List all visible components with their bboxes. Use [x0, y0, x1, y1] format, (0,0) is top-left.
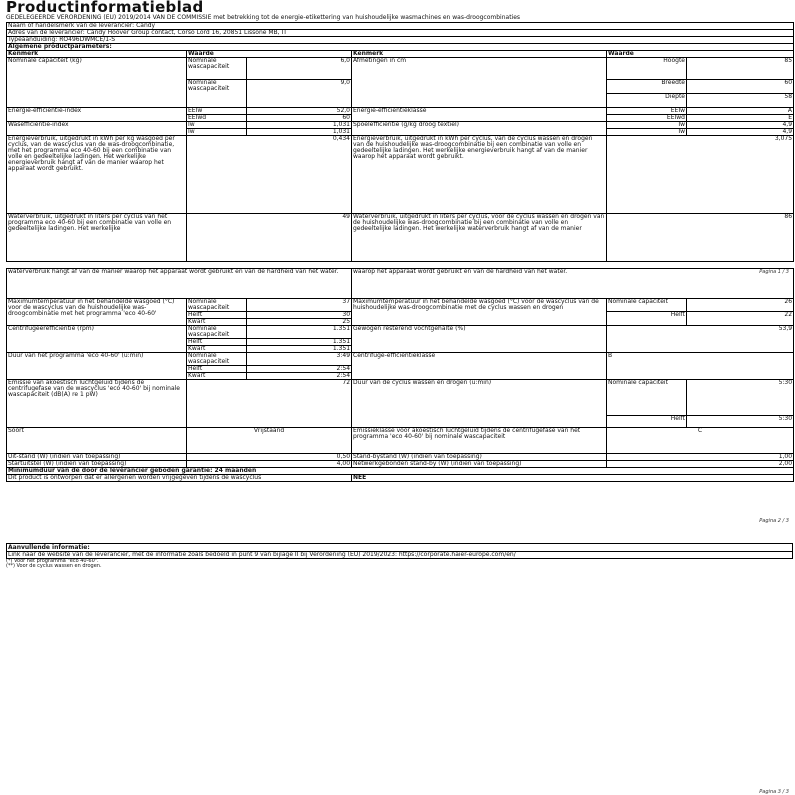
footnote-1: (*) Voor het programma "eco 40-60". [6, 558, 99, 564]
product-table-1 [6, 22, 794, 262]
energy-consumption-washdry-value: 3,075 [607, 136, 794, 214]
rinsing-sub1: Iw [607, 122, 687, 129]
eei-label: Energie-efficiëntie-index [7, 108, 187, 122]
additional-info-box [6, 543, 793, 559]
washdry-duration-sub-half: Helft [607, 416, 687, 428]
header-parameter-left: Kenmerk [7, 51, 187, 58]
temp-half-value: 30 [247, 312, 352, 319]
rinsing-value1: 4,9 [687, 122, 794, 129]
capacity-sub-wash: Nominale wascapaciteit [187, 58, 247, 80]
width-label: Breedte [607, 80, 687, 94]
temp-sub-half: Helft [187, 312, 247, 319]
capacity-sub-washdry: Nominale wascapaciteit [187, 80, 247, 108]
capacity-washdry-value: 9,0 [247, 80, 352, 108]
spin-speed-label: Centrifugeerefficiëntie (rpm) [7, 326, 187, 353]
washing-efficiency-sub1: Iw [187, 122, 247, 129]
noise-class-value: C [607, 428, 794, 454]
page-2 [6, 268, 793, 526]
washing-efficiency-label: Wasefficiëntie-index [7, 122, 187, 136]
spin-class-label: Centrifuge-efficiëntieklasse [352, 353, 607, 380]
water-consumption-continued: waterverbruik hangt af van de manier waarop het apparaat wordt gebruikt en van de hardheid van het water. [7, 269, 352, 299]
energy-consumption-value: 0,434 [187, 136, 352, 214]
networked-standby-value: 2,00 [607, 461, 794, 468]
energy-class-label: Energie-efficiëntieklasse [352, 108, 607, 122]
energy-class-w-value: A [687, 108, 794, 115]
temp-washdry-half-value: 22 [687, 312, 794, 326]
max-temperature-washdry-label: Maximumtemperatuur in het behandelde wasgoed (°C) voor de wascyclus van de huishoudelijke was-droogcombinatie met de cyclus wassen en drogen [352, 299, 607, 326]
header-value-left: Waarde [187, 51, 352, 58]
depth-value: 58 [687, 94, 794, 108]
temp-washdry-sub-half: Helft [607, 312, 687, 326]
dimensions-label: Afmetingen in cm [352, 58, 607, 108]
temp-rated-value: 37 [247, 299, 352, 312]
temp-quarter-value: 25 [247, 319, 352, 326]
capacity-wash-value: 6,0 [247, 58, 352, 80]
water-consumption-washdry-label: Waterverbruik, uitgedrukt in liters per cyclus, voor de cyclus wassen en drogen van de huishoudelijke was-droogcombinatie bij een combinatie van volle en gedeeltelijke ladingen. Het werkelijke waterverbruik hangt af van de manier [352, 214, 607, 262]
temp-sub-quarter: Kwart [187, 319, 247, 326]
warranty-duration: Minimumduur van de door de leverancier geboden garantie: 24 maanden [7, 468, 794, 475]
washdry-duration-rated-value: 5:30 [687, 380, 794, 416]
energy-consumption-label: Energieverbruik, uitgedrukt in kWh per kg wasgoed per cyclus, van de wascyclus van de was-droogcombinatie, met het programma eco 40-60 bij een combinatie van volle en gedeeltelijke ladingen. Het werkelijke energieverbruik hangt af van de manier waarop het apparaat wordt gebruikt. [7, 136, 187, 214]
page-title: Productinformatieblad [6, 0, 204, 16]
standby-label: Stand-bystand (W) (indien van toepassing) [352, 454, 607, 461]
header-value-right: Waarde [607, 51, 794, 58]
duration-sub-half: Helft [187, 366, 247, 373]
supplier-name: Naam of handelsmerk van de leverancier: Candy [7, 23, 794, 30]
residual-moisture-value: 53,9 [607, 326, 794, 353]
spin-sub-rated: Nominale wascapaciteit [187, 326, 247, 339]
temp-washdry-sub-rated: Nominale capaciteit [607, 299, 687, 312]
delay-start-value: 4,00 [187, 461, 352, 468]
noise-class-label: Emissieklasse voor akoestisch luchtgeluid tijdens de centrifugefase van het programma 'eco 40-60' bij nominale wascapaciteit [352, 428, 607, 454]
eei-sub-w: EEIw [187, 108, 247, 115]
noise-emission-value: 72 [187, 380, 352, 428]
spin-rated-value: 1.351 [247, 326, 352, 339]
header-parameter-right: Kenmerk [352, 51, 607, 58]
washdry-duration-label: Duur van de cyclus wassen en drogen (u:min) [352, 380, 607, 428]
page-number-2: Pagina 2 / 3 [759, 518, 789, 524]
washdry-duration-sub-rated: Nominale capaciteit [607, 380, 687, 416]
height-value: 85 [687, 58, 794, 80]
width-value: 60 [687, 80, 794, 94]
duration-sub-rated: Nominale wascapaciteit [187, 353, 247, 366]
temp-washdry-rated-value: 26 [687, 299, 794, 312]
water-consumption-washdry-value: 86 [607, 214, 794, 262]
water-consumption-value: 49 [187, 214, 352, 262]
depth-label: Diepte [607, 94, 687, 108]
duration-rated-value: 3:49 [247, 353, 352, 366]
rinsing-effectiveness-label: Spoelefficiëntie (g/kg droog textiel) [352, 122, 607, 136]
eei-wd-value: 60 [247, 115, 352, 122]
eei-w-value: 52,0 [247, 108, 352, 115]
max-temperature-label: Maximumtemperatuur in het behandelde wasgoed (°C) voor de wascyclus van de huishoudelijke was-droogcombinatie met het programma 'eco 40-60' [7, 299, 187, 326]
spin-sub-half: Helft [187, 339, 247, 346]
rinsing-value2: 4,9 [687, 129, 794, 136]
washing-efficiency-sub2: Iw [187, 129, 247, 136]
networked-standby-label: Netwerkgebonden stand-by (W) (indien van toepassing) [352, 461, 607, 468]
delay-start-label: Startuitstel (W) (indien van toepassing) [7, 461, 187, 468]
temp-sub-rated: Nominale wascapaciteit [187, 299, 247, 312]
duration-half-value: 2:54 [247, 366, 352, 373]
allergen-value: NEE [352, 475, 794, 482]
footnote-2: (**) Voor de cyclus wassen en drogen. [6, 563, 102, 569]
type-value: Vrijstaand [187, 428, 352, 454]
washing-efficiency-value2: 1,031 [247, 129, 352, 136]
page-number-1: Pagina 1 / 3 [759, 269, 789, 275]
additional-info-heading: Aanvullende informatie: [7, 544, 792, 552]
energy-consumption-washdry-label: Energieverbruik, uitgedrukt in kWh per cyclus, van de cyclus wassen en drogen van de huishoudelijke was-droogcombinatie bij een combinatie van volle en gedeeltelijke ladingen. Het werkelijke energieverbruik hangt af van de manier waarop het apparaat wordt gebruikt. [352, 136, 607, 214]
noise-emission-label: Emissie van akoestisch luchtgeluid tijdens de centrifugefase van de wascyclus 'eco 40-60' bij nominale wascapaciteit (dB(A) re 1 pW) [7, 380, 187, 428]
height-label: Hoogte [607, 58, 687, 80]
general-parameters-heading: Algemene productparameters: [7, 44, 794, 51]
duration-quarter-value: 2:54 [247, 373, 352, 380]
additional-info-text: Link naar de website van de leverancier, met de informatie zoals bedoeld in punt 9 van bijlage II bij Verordening (EU) 2019/2023: https://corporate.haier-europe.com/en/ [8, 551, 516, 558]
model-identifier: Typeaanduiding: RO496DWMCE/1-S [7, 37, 794, 44]
spin-class-value: B [607, 353, 794, 380]
energy-class-sub-w: EEIw [607, 108, 687, 115]
off-mode-label: Uit-stand (W) (indien van toepassing) [7, 454, 187, 461]
eei-sub-wd: EEIwd [187, 115, 247, 122]
allergen-label: Dit product is ontworpen dat er allergenen worden vrijgegeven tijdens de wascyclus [7, 475, 352, 482]
off-mode-value: 0,50 [187, 454, 352, 461]
water-consumption-washdry-continued: waarop het apparaat wordt gebruikt en van de hardheid van het water. [352, 269, 794, 299]
page-number-3: Pagina 3 / 3 [759, 789, 789, 795]
energy-class-sub-wd: EEIwd [607, 115, 687, 122]
type-label: Soort [7, 428, 187, 454]
spin-sub-quarter: Kwart [187, 346, 247, 353]
duration-sub-quarter: Kwart [187, 373, 247, 380]
standby-value: 1,00 [607, 454, 794, 461]
spin-half-value: 1.351 [247, 339, 352, 346]
product-table-2 [6, 268, 794, 482]
water-consumption-label: Waterverbruik, uitgedrukt in liters per cyclus van het programma eco 40-60 bij een combinatie van volle en gedeeltelijke ladingen. Het werkelijke [7, 214, 187, 262]
page-3 [6, 543, 793, 795]
spin-quarter-value: 1.351 [247, 346, 352, 353]
washdry-duration-half-value: 5:30 [687, 416, 794, 428]
regulation-intro: GEDELEGEERDE VERORDENING (EU) 2019/2014 VAN DE COMMISSIE met betrekking tot de energie-etikettering van huishoudelijke wasmachines en was-droogcombinaties [6, 14, 521, 21]
energy-class-wd-value: E [687, 115, 794, 122]
capacity-label: Nominale capaciteit (kg) [7, 58, 187, 108]
programme-duration-label: Duur van het programma 'eco 40-60' (u:min) [7, 353, 187, 380]
washing-efficiency-value1: 1,031 [247, 122, 352, 129]
supplier-address: Adres van de leverancier: Candy Hoover Group contact, Corso Lord 16, 20851 Lissone MB, IT [7, 30, 794, 37]
rinsing-sub2: Iw [607, 129, 687, 136]
residual-moisture-label: Gewogen resterend vochtgehalte (%) [352, 326, 607, 353]
